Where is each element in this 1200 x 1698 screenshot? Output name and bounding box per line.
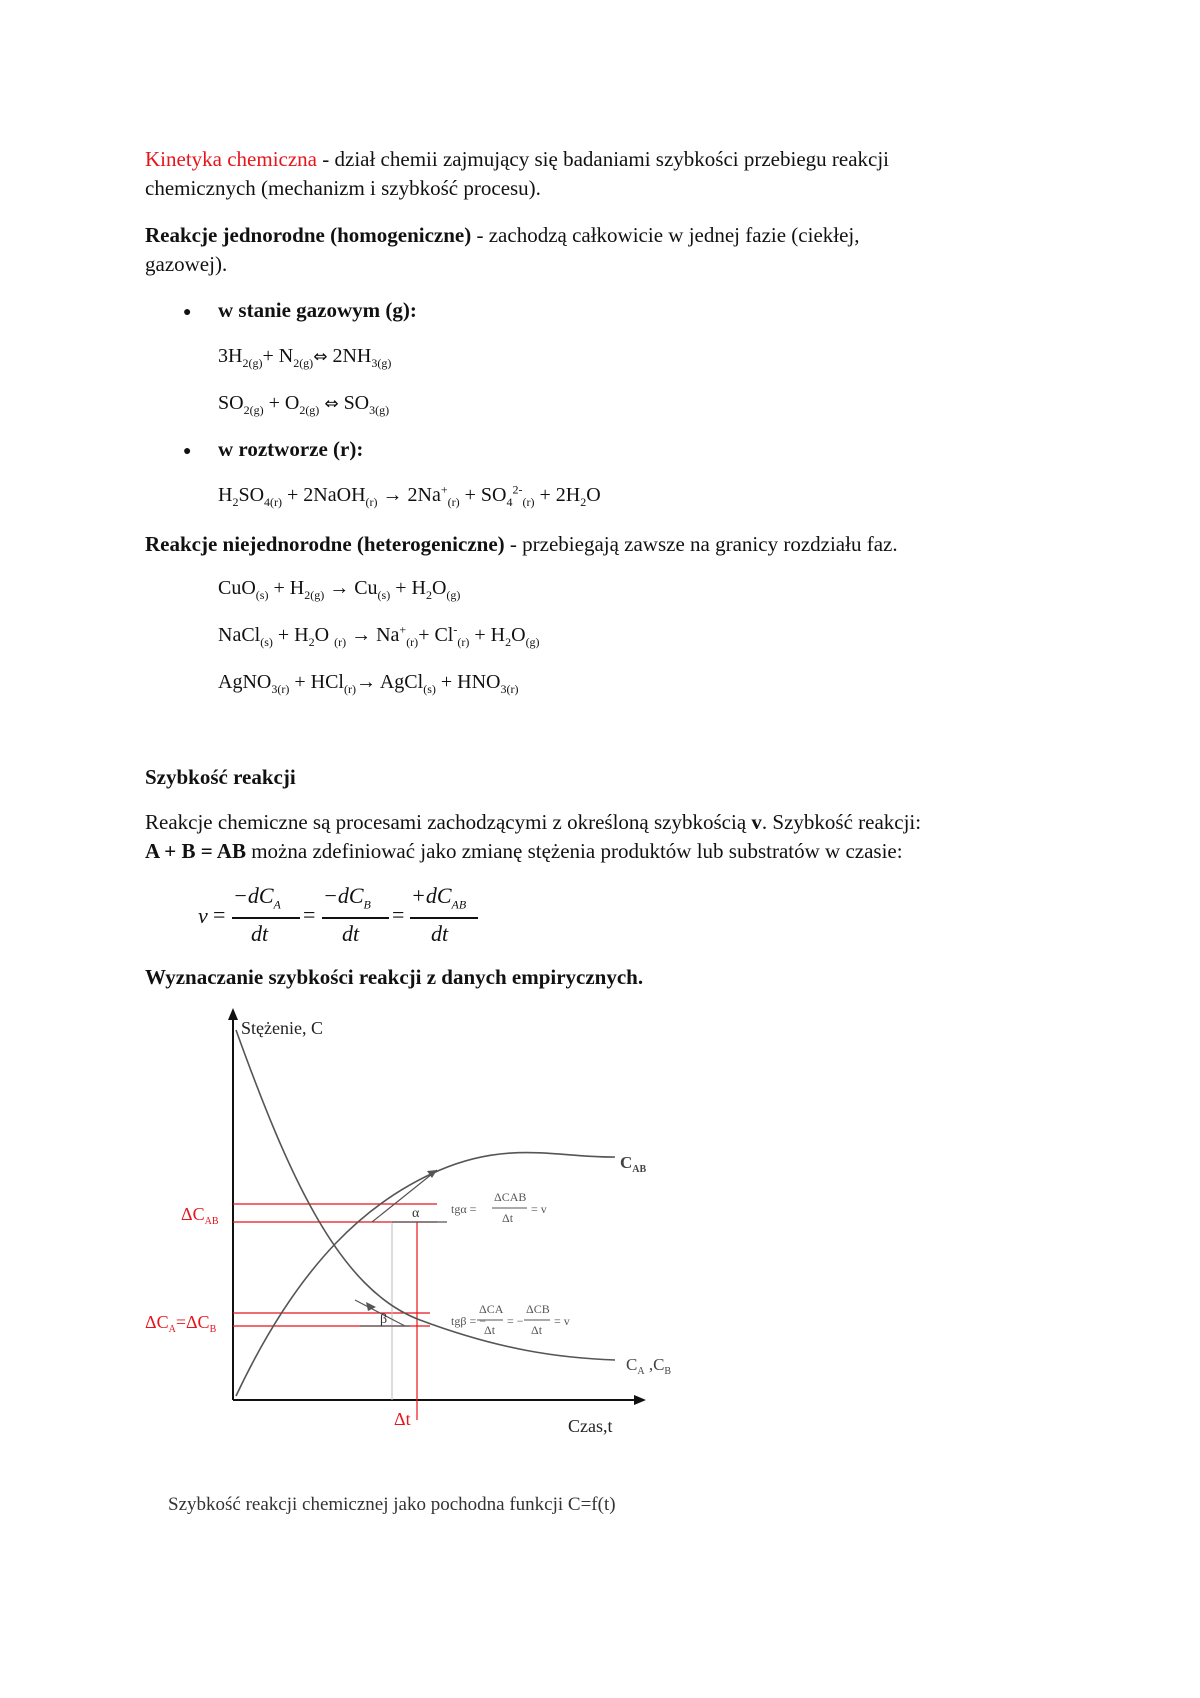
homo-line2: gazowej). bbox=[145, 252, 228, 276]
formula-num1-text: −dC bbox=[233, 883, 274, 908]
rate-formula bbox=[195, 885, 495, 955]
intro-line2: chemicznych (mechanizm i szybkość procesu). bbox=[145, 176, 541, 200]
curve-ca-cb bbox=[236, 1030, 615, 1360]
intro-line1: - dział chemii zajmujący się badaniami szybkości przebiegu reakcji bbox=[317, 147, 890, 171]
equation-nacl: NaCl$_{(s)}$ + $H_2O$ $_{(r)} \to Na^+_{(r)}+ Cl^-_{(r)} + H_2O_{(g)}$ bbox=[218, 622, 540, 649]
tg-alpha-num: ΔCAB bbox=[494, 1190, 527, 1204]
formula-v: v bbox=[198, 903, 208, 928]
equation-ammonia: $3H_{2(g)}+$ $N_{2(g)}\Leftrightarrow$ $2NH_{3(g)}$ bbox=[218, 345, 392, 370]
equation-copper: $CuO_{(s)} + H_{2(g)} \to Cu_{(s)} + H_2O_{(g)}$ bbox=[218, 577, 461, 602]
tg-beta-lead: tgβ = − bbox=[451, 1314, 486, 1328]
tangent-alpha bbox=[372, 1170, 437, 1222]
tg-beta-num2: ΔCB bbox=[526, 1302, 550, 1316]
tg-beta-num1: ΔCA bbox=[479, 1302, 504, 1316]
delta-t-label: Δt bbox=[394, 1409, 411, 1429]
tg-beta-den1: Δt bbox=[484, 1323, 496, 1337]
hetero-term: Reakcje niejednorodne (heterogeniczne) bbox=[145, 532, 505, 556]
rate-paragraph bbox=[145, 808, 1065, 866]
delta-cab-label: $\Delta C_{AB}$ bbox=[181, 1204, 219, 1227]
homo-line1: - zachodzą całkowicie w jednej fazie (ciekłej, bbox=[471, 223, 860, 247]
tg-beta-mid: = − bbox=[507, 1314, 524, 1328]
formula-num3-text: +dC bbox=[411, 883, 452, 908]
equation-neutralization: $H_2SO_{4(r)}$ + 2NaOH$_{(r)}$ → $2Na^+_{(r)} + SO_4^{2-}_{(r)} + 2H_2O$ bbox=[218, 482, 601, 509]
x-axis-label: Czas,t bbox=[568, 1416, 613, 1436]
formula-sub3: AB bbox=[451, 897, 467, 912]
curve-cab-label: $C_{AB}$ bbox=[620, 1153, 647, 1175]
formula-den2: dt bbox=[342, 921, 360, 946]
gas-label: w stanie gazowym (g): bbox=[218, 298, 417, 322]
tg-beta-formula bbox=[451, 1302, 570, 1337]
intro-term: Kinetyka chemiczna bbox=[145, 147, 317, 171]
rate-eq-bold: A + B = AB bbox=[145, 839, 246, 863]
formula-eq-sign: = bbox=[303, 902, 316, 927]
tg-beta-den2: Δt bbox=[531, 1323, 543, 1337]
formula-num1 bbox=[233, 883, 281, 912]
bullet-icon: ● bbox=[183, 305, 192, 320]
hetero-paragraph bbox=[145, 530, 1065, 559]
tg-alpha-tail: = v bbox=[531, 1202, 547, 1216]
homo-paragraph bbox=[145, 221, 1065, 279]
formula-num2-text: −dC bbox=[323, 883, 364, 908]
formula-fraction-line bbox=[322, 917, 389, 919]
tg-alpha-den: Δt bbox=[502, 1211, 514, 1225]
tg-alpha-lead: tgα = bbox=[451, 1202, 477, 1216]
beta-label: β bbox=[380, 1312, 388, 1327]
rate-heading: Szybkość reakcji bbox=[145, 765, 296, 789]
hetero-text: - przebiegają zawsze na granicy rozdziału faz. bbox=[504, 532, 898, 556]
tg-beta-tail: = v bbox=[554, 1314, 570, 1328]
formula-sub1: A bbox=[273, 897, 281, 912]
empirical-heading: Wyznaczanie szybkości reakcji z danych empirycznych. bbox=[145, 965, 644, 989]
homo-term: Reakcje jednorodne (homogeniczne) bbox=[145, 223, 472, 247]
curve-ca-cb-label: $C_A$ $,C_B$ bbox=[626, 1355, 672, 1377]
formula-eq-sign: = bbox=[213, 902, 226, 927]
curve-cab bbox=[236, 1153, 615, 1396]
y-axis-arrow bbox=[228, 1008, 238, 1020]
formula-fraction-line bbox=[410, 917, 478, 919]
alpha-label: α bbox=[412, 1206, 420, 1221]
solution-label: w roztworze (r): bbox=[218, 437, 364, 461]
concentration-time-figure bbox=[140, 1005, 700, 1445]
figure-caption: Szybkość reakcji chemicznej jako pochodna funkcji C=f(t) bbox=[168, 1494, 616, 1515]
intro-paragraph bbox=[145, 145, 1065, 203]
y-axis-label: Stężenie, C bbox=[241, 1018, 323, 1038]
formula-num2 bbox=[323, 883, 371, 912]
formula-den3: dt bbox=[431, 921, 449, 946]
rate-v: v bbox=[751, 810, 762, 834]
red-guide-lines bbox=[233, 1204, 437, 1420]
bullet-icon: ● bbox=[183, 444, 192, 459]
rate-line1b: . Szybkość reakcji: bbox=[761, 810, 922, 834]
formula-num3 bbox=[411, 883, 467, 912]
equation-sulfur: $SO_{2(g)} + O_{2(g)}$ ⇔ $SO_{3(g)}$ bbox=[218, 392, 390, 417]
formula-sub2: B bbox=[363, 897, 371, 912]
tg-alpha-formula bbox=[451, 1190, 547, 1225]
formula-fraction-line bbox=[232, 917, 300, 919]
delta-ca-cb-label: $\Delta C_A=\Delta C_B$ bbox=[145, 1312, 217, 1335]
x-axis-arrow bbox=[634, 1395, 646, 1405]
formula-eq-sign: = bbox=[392, 902, 405, 927]
rate-line2: można zdefiniować jako zmianę stężenia produktów lub substratów w czasie: bbox=[245, 839, 903, 863]
equation-silver: AgNO$_{3(r)}$ + HCl$_{(r)}$→ AgCl$_{(s)}$ + $HNO_{3(r)}$ bbox=[218, 671, 519, 696]
formula-den1: dt bbox=[251, 921, 269, 946]
rate-line1: Reakcje chemiczne są procesami zachodzącymi z określoną szybkością bbox=[145, 810, 752, 834]
